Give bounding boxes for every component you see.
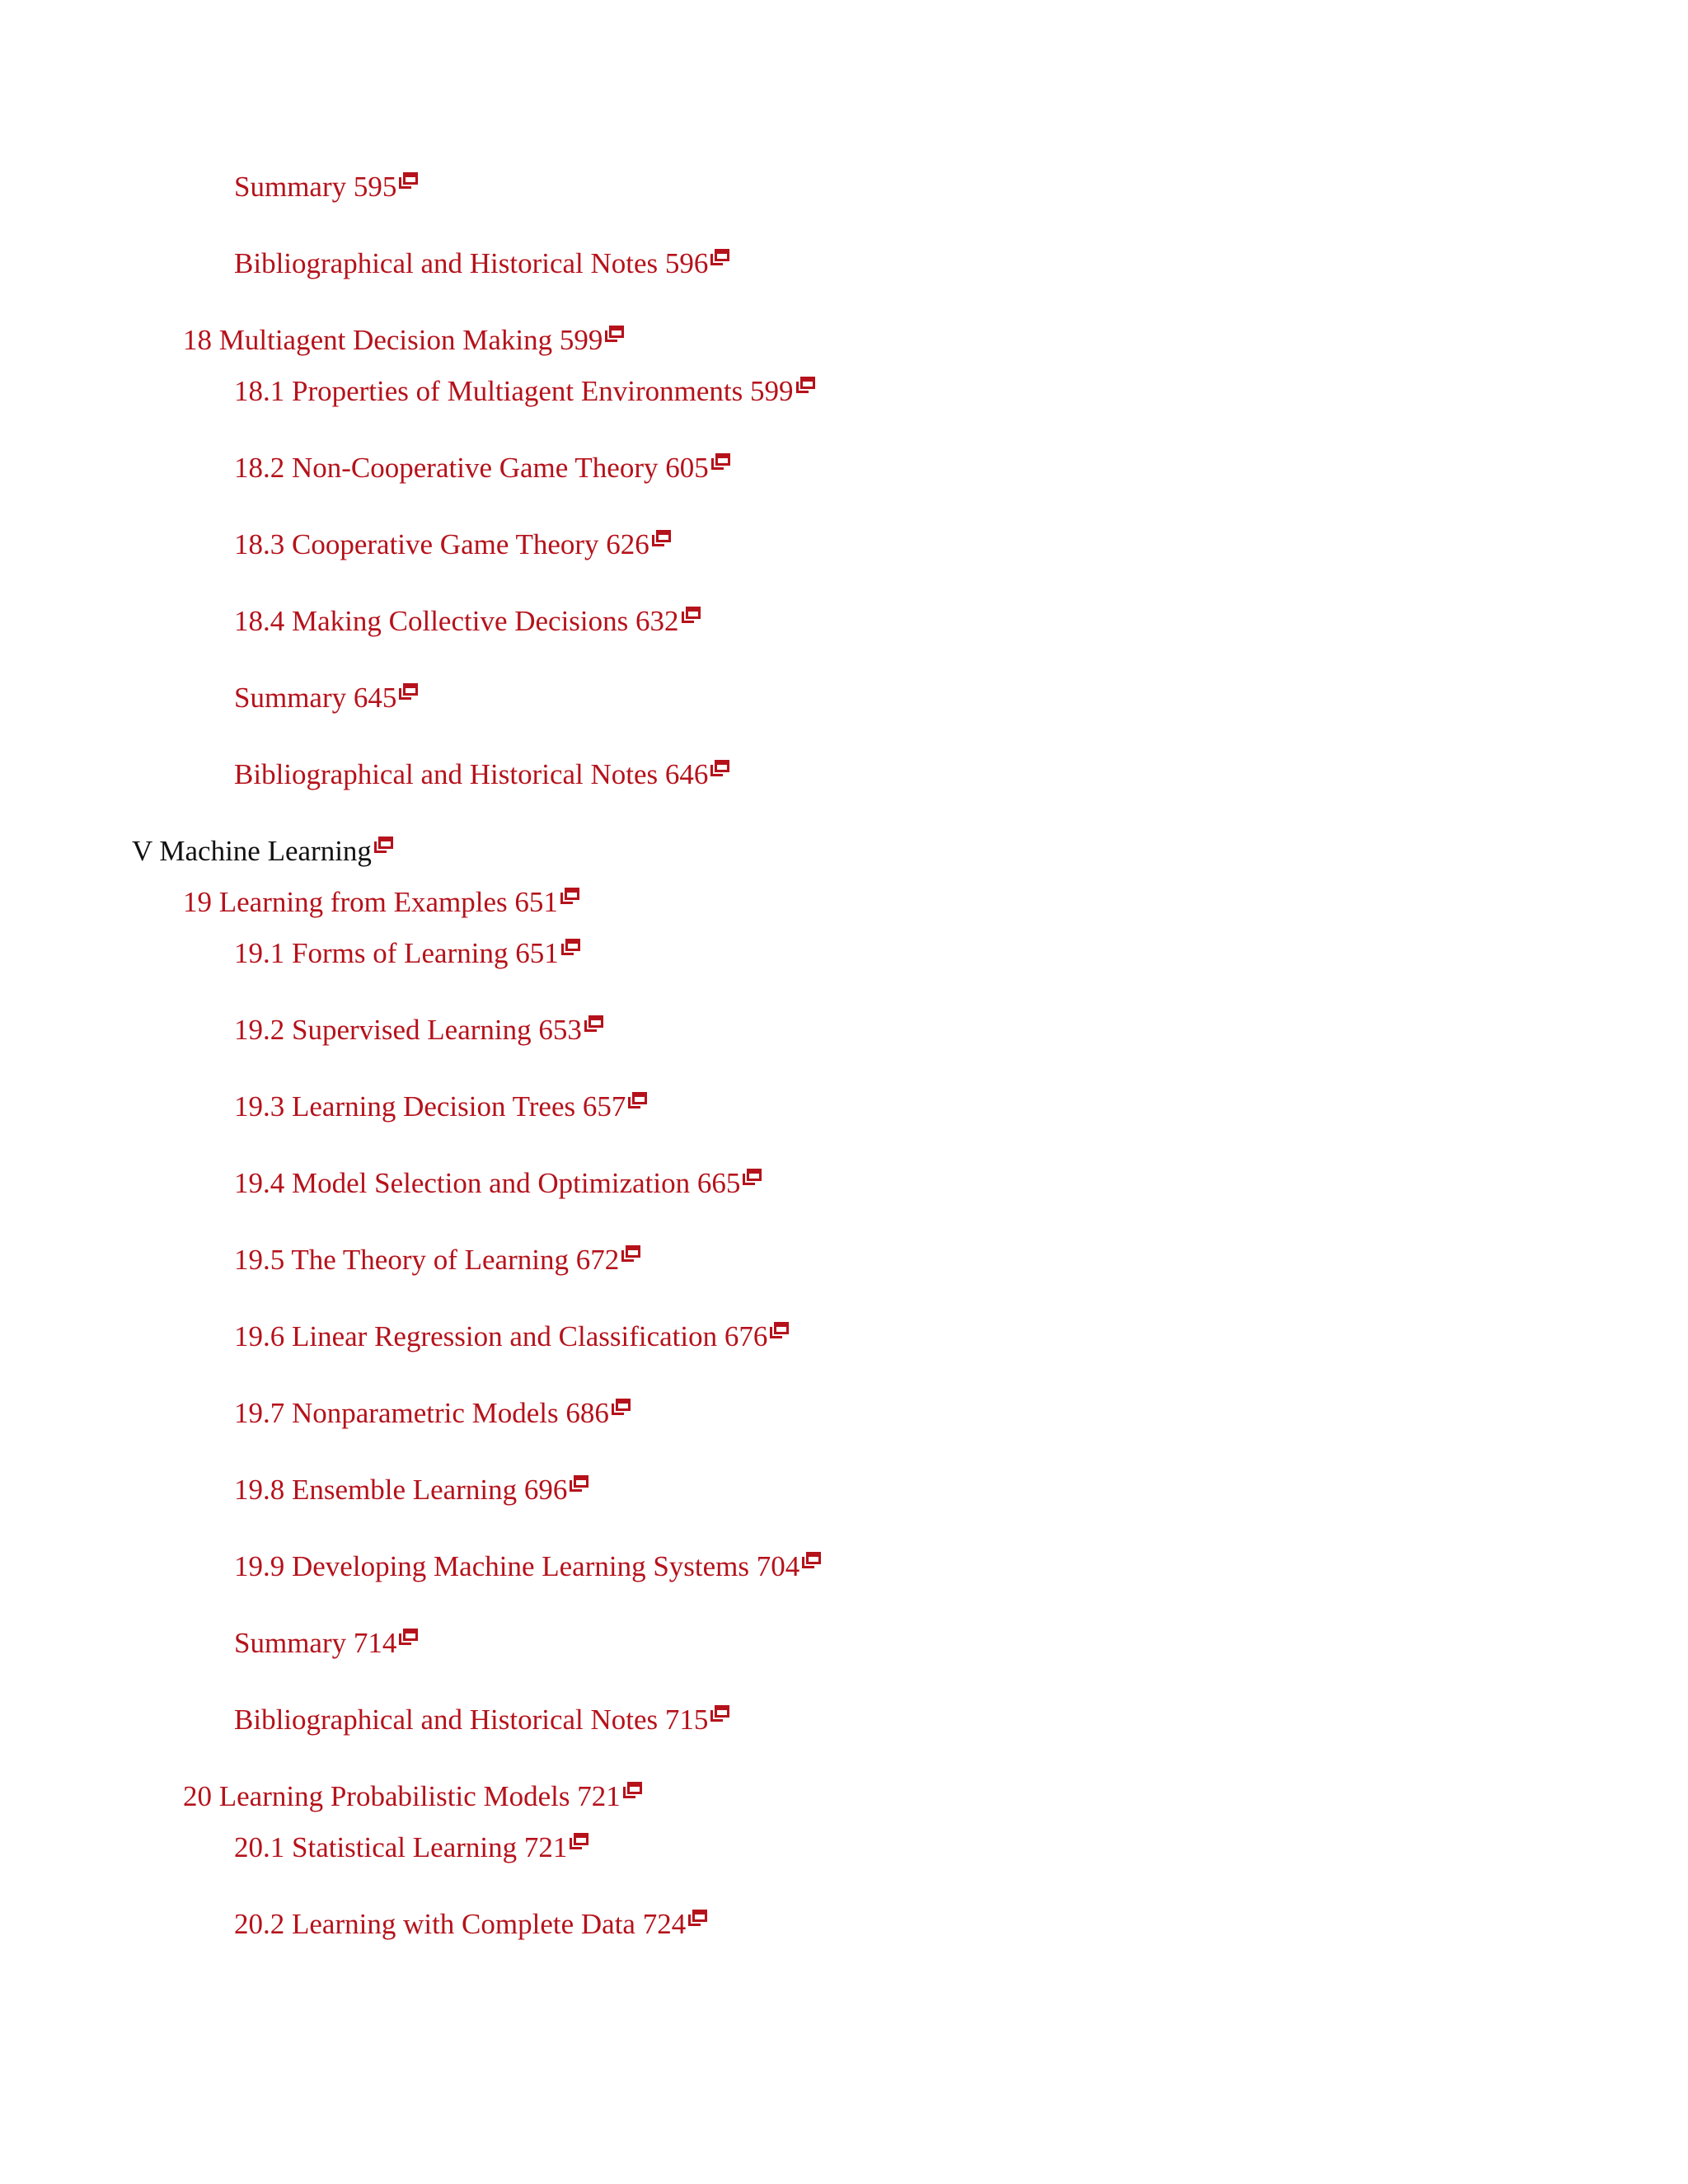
external-link-icon[interactable] [682, 606, 701, 626]
toc-entry-label: 19.1 Forms of Learning 651 [234, 937, 559, 969]
external-link-icon[interactable] [374, 836, 394, 855]
toc-section-link[interactable] [234, 1906, 708, 1943]
toc-entry-label: 18.3 Cooperative Game Theory 626 [234, 528, 649, 560]
external-link-icon[interactable] [710, 1704, 730, 1724]
toc-chapter-link[interactable] [183, 884, 580, 921]
external-link-icon[interactable] [796, 376, 816, 396]
toc-entry-label: Summary 595 [234, 171, 397, 203]
toc-section-link[interactable] [234, 1830, 589, 1866]
toc-entry-label: 19.7 Nonparametric Models 686 [234, 1397, 609, 1429]
toc-entry-label: 19.3 Learning Decision Trees 657 [234, 1090, 626, 1122]
toc-section-link[interactable] [234, 1472, 589, 1508]
toc-entry-label: 19.4 Model Selection and Optimization 665 [234, 1167, 741, 1199]
external-link-icon[interactable] [710, 248, 730, 268]
toc-section-link[interactable] [234, 1702, 730, 1738]
toc-entry-label: 18.2 Non-Cooperative Game Theory 605 [234, 452, 709, 484]
external-link-icon[interactable] [710, 759, 730, 779]
toc-entry-label: 19.6 Linear Regression and Classification 676 [234, 1320, 768, 1352]
external-link-icon[interactable] [399, 1628, 419, 1647]
toc-entry-label: 19.9 Developing Machine Learning Systems 704 [234, 1550, 800, 1582]
toc-entry-label: 19 Learning from Examples 651 [183, 886, 558, 918]
toc-entry-label: 19.8 Ensemble Learning 696 [234, 1474, 568, 1506]
external-link-icon[interactable] [570, 1474, 589, 1494]
external-link-icon[interactable] [652, 529, 672, 549]
external-link-icon[interactable] [399, 682, 419, 702]
external-link-icon[interactable] [628, 1091, 648, 1111]
toc-entry-label: 18.4 Making Collective Decisions 632 [234, 605, 679, 637]
toc-entry-label: Summary 714 [234, 1627, 397, 1659]
toc-section-link[interactable] [234, 1012, 604, 1048]
toc-entry-label: 18.1 Properties of Multiagent Environments 599 [234, 375, 794, 407]
toc-section-link[interactable] [234, 246, 730, 282]
toc-section-link[interactable] [234, 1089, 648, 1125]
toc-entry-label: 18 Multiagent Decision Making 599 [183, 324, 603, 356]
toc-entry-label: 20.1 Statistical Learning 721 [234, 1831, 568, 1863]
toc-entry-label: Bibliographical and Historical Notes 646 [234, 758, 709, 790]
external-link-icon[interactable] [688, 1909, 708, 1929]
toc-part-heading[interactable] [132, 833, 394, 869]
external-link-icon[interactable] [561, 938, 581, 958]
external-link-icon[interactable] [570, 1832, 589, 1852]
toc-entry-label: V Machine Learning [132, 835, 372, 867]
toc-section-link[interactable] [234, 1395, 631, 1432]
external-link-icon[interactable] [770, 1321, 790, 1341]
external-link-icon[interactable] [711, 452, 731, 472]
toc-section-link[interactable] [234, 1165, 762, 1202]
external-link-icon[interactable] [802, 1551, 822, 1571]
toc-section-link[interactable] [234, 527, 672, 563]
toc-entry-label: Summary 645 [234, 682, 397, 714]
toc-entry-label: Bibliographical and Historical Notes 596 [234, 247, 709, 279]
external-link-icon[interactable] [743, 1168, 762, 1188]
toc-section-link[interactable] [234, 1242, 641, 1278]
toc-section-link[interactable] [234, 450, 731, 486]
toc-section-link[interactable] [234, 935, 581, 972]
toc-section-link[interactable] [234, 1319, 790, 1355]
toc-entry-label: 20 Learning Probabilistic Models 721 [183, 1780, 621, 1812]
toc-section-link[interactable] [234, 1625, 419, 1661]
toc-entry-label: Bibliographical and Historical Notes 715 [234, 1704, 709, 1736]
toc-entry-label: 19.5 The Theory of Learning 672 [234, 1244, 620, 1276]
toc-section-link[interactable] [234, 680, 419, 716]
external-link-icon[interactable] [612, 1398, 631, 1418]
toc-entry-label: 20.2 Learning with Complete Data 724 [234, 1908, 687, 1940]
external-link-icon[interactable] [623, 1781, 643, 1801]
external-link-icon[interactable] [605, 325, 625, 344]
toc-chapter-link[interactable] [183, 322, 625, 359]
toc-section-link[interactable] [234, 169, 419, 205]
external-link-icon[interactable] [584, 1015, 604, 1034]
toc-section-link[interactable] [234, 1549, 822, 1585]
external-link-icon[interactable] [560, 887, 580, 907]
toc-entry-label: 19.2 Supervised Learning 653 [234, 1014, 582, 1046]
toc-section-link[interactable] [234, 757, 730, 793]
external-link-icon[interactable] [621, 1244, 641, 1264]
toc-section-link[interactable] [234, 373, 816, 410]
external-link-icon[interactable] [399, 171, 419, 191]
toc-section-link[interactable] [234, 603, 701, 640]
toc-chapter-link[interactable] [183, 1779, 643, 1815]
